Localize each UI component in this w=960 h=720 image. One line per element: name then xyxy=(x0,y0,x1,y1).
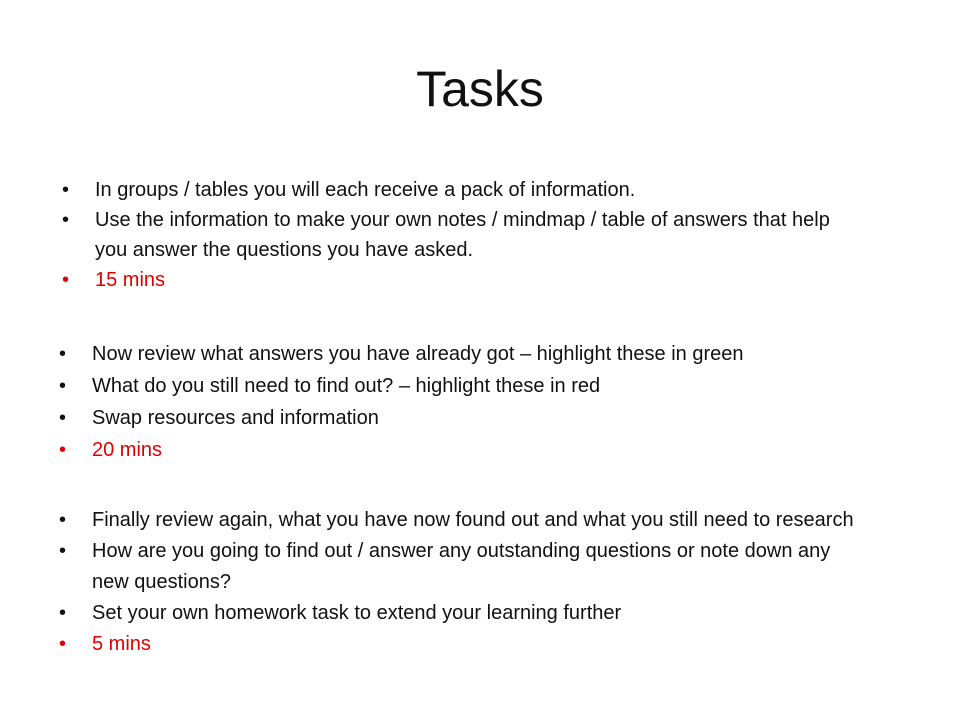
bullet-text: Use the information to make your own notes / mindmap / table of answers that help you answer the questions you have asked. xyxy=(95,209,830,261)
bullet-marker: • xyxy=(59,407,67,429)
slide-title: Tasks xyxy=(416,61,544,117)
bullet-group-2 xyxy=(59,338,912,466)
bullet-text: Set your own homework task to extend your learning further xyxy=(92,602,622,624)
bullet-text: Now review what answers you have already got – highlight these in green xyxy=(92,343,744,365)
bullet-marker: • xyxy=(62,209,70,231)
bullet-item xyxy=(59,370,912,402)
bullet-item-time xyxy=(62,265,855,295)
bullet-text: 15 mins xyxy=(95,269,166,291)
bullet-item-time xyxy=(59,629,872,660)
bullet-marker: • xyxy=(59,540,67,562)
bullet-marker: • xyxy=(62,179,70,201)
bullet-text: Swap resources and information xyxy=(92,407,379,429)
bullet-marker: • xyxy=(59,602,67,624)
bullet-text: How are you going to find out / answer any outstanding questions or note down any new questions? xyxy=(92,540,831,593)
bullet-item xyxy=(59,402,912,434)
bullet-item xyxy=(59,505,872,536)
bullet-group-1 xyxy=(62,175,855,295)
bullet-group-3 xyxy=(59,505,872,660)
bullet-marker: • xyxy=(59,633,67,655)
bullet-item xyxy=(59,536,872,598)
bullet-marker: • xyxy=(59,343,67,365)
bullet-item xyxy=(62,205,855,265)
bullet-marker: • xyxy=(59,509,67,531)
bullet-text: Finally review again, what you have now found out and what you still need to research xyxy=(92,509,854,531)
bullet-marker: • xyxy=(59,439,67,461)
bullet-item-time xyxy=(59,434,912,466)
bullet-marker: • xyxy=(59,375,67,397)
bullet-item xyxy=(62,175,855,205)
bullet-text: What do you still need to find out? – highlight these in red xyxy=(92,375,601,397)
bullet-item xyxy=(59,598,872,629)
bullet-text: In groups / tables you will each receive a pack of information. xyxy=(95,179,636,201)
bullet-marker: • xyxy=(62,269,70,291)
bullet-text: 20 mins xyxy=(92,439,163,461)
bullet-item xyxy=(59,338,912,370)
bullet-text: 5 mins xyxy=(92,633,151,655)
